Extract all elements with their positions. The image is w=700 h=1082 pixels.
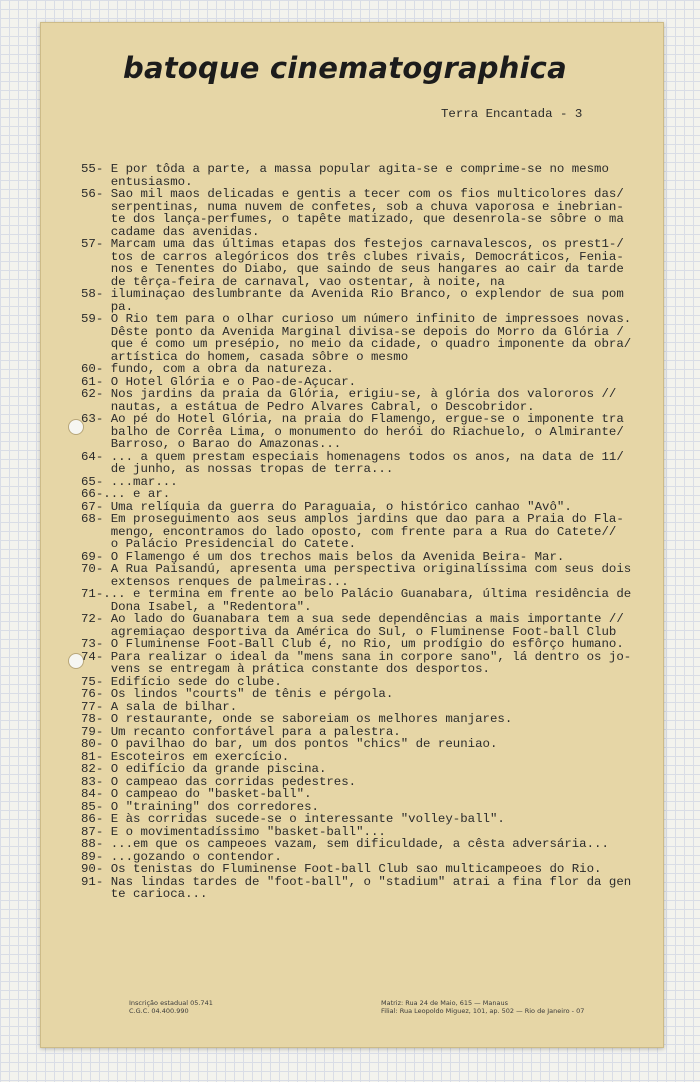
script-line: 71-... e termina em frente ao belo Palácio Guanabara, última residência de [81, 588, 632, 601]
script-line: de junho, as nossas tropas de terra... [81, 463, 394, 476]
script-line: te carioca... [81, 888, 208, 901]
script-line: extensos renques de palmeiras... [81, 575, 349, 588]
script-line: Barroso, o Barao do Amazonas... [81, 438, 342, 451]
script-line: 57- Marcam uma das últimas etapas dos festejos carnavalescos, os prest1-/ [81, 238, 624, 251]
script-text [81, 163, 656, 901]
script-line: 81- Escoteiros em exercício. [81, 750, 290, 763]
footer-line: C.G.C. 04.400.990 [129, 1007, 189, 1015]
script-line: 87- E o movimentadíssimo "basket-ball"... [81, 825, 386, 838]
script-line: 75- Edifício sede do clube. [81, 675, 282, 688]
script-line: 73- O Fluminense Foot-Ball Club é, no Rio, um prodígio do esfôrço humano. [81, 638, 624, 651]
script-line: 70- A Rua Paisandú, apresenta uma perspectiva originalíssima com seus dois [81, 563, 632, 576]
script-line: te dos lança-perfumes, o tapête matizado, que desenrola-se sôbre o ma [81, 213, 624, 226]
script-line: entusiasmo. [81, 175, 193, 188]
footer-line: Matriz: Rua 24 de Maio, 615 — Manaus [381, 999, 508, 1007]
script-line: 82- O edifício da grande piscina. [81, 763, 327, 776]
script-line: mengo, encontramos do lado oposto, com frente para a Rua do Catete// [81, 525, 617, 538]
script-line: artística do homem, casada sôbre o mesmo [81, 350, 409, 363]
script-line: 64- ... a quem prestam especiais homenagens todos os anos, na data de 11/ [81, 450, 624, 463]
script-line: agremiaçao desportiva da América do Sul, o Fluminense Foot-ball Club [81, 625, 617, 638]
script-line: 83- O campeao das corridas pedestres. [81, 775, 357, 788]
letterhead-title: batoque cinematographica [123, 51, 567, 85]
script-line: de têrça-feira de carnaval, vao ostentar, à noite, na [81, 275, 505, 288]
script-line: vens se entregam à prática constante dos desportos. [81, 663, 490, 676]
script-line: 90- Os tenistas do Fluminense Foot-ball Club sao multicampeoes do Rio. [81, 863, 602, 876]
script-line: 86- E às corridas sucede-se o interessante "volley-ball". [81, 813, 505, 826]
script-line: balho de Corrêa Lima, o monumento do herói do Riachuelo, o Almirante/ [81, 425, 624, 438]
script-line: 58- iluminaçao deslumbrante da Avenida Rio Branco, o explendor de sua pom [81, 288, 624, 301]
script-line: 63- Ao pé do Hotel Glória, na praia do Flamengo, ergue-se o imponente tra [81, 413, 624, 426]
script-line: 84- O campeao do "basket-ball". [81, 788, 312, 801]
script-line: 79- Um recanto confortável para a palestra. [81, 725, 401, 738]
script-line: 77- A sala de bilhar. [81, 700, 238, 713]
script-line: pa. [81, 300, 134, 313]
script-line: Dêste ponto da Avenida Marginal divisa-se depois do Morro da Glória / [81, 325, 624, 338]
script-line: 89- ...gozando o contendor. [81, 850, 282, 863]
script-line: 65- ...mar... [81, 475, 178, 488]
script-line: nautas, a estátua de Pedro Álvares Cabral, o Descobridor. [81, 400, 535, 413]
page-heading: Terra Encantada - 3 [441, 107, 583, 121]
script-line: nos e Tenentes do Diabo, que saindo de seus hangares ao cair da tarde [81, 263, 624, 276]
script-line: 85- O "training" dos corredores. [81, 800, 319, 813]
script-line: 67- Uma relíquia da guerra do Paraguaia, o histórico canhao "Avô". [81, 500, 572, 513]
script-line: 66-... e ar. [81, 488, 171, 501]
script-line: Dona Isabel, a "Redentora". [81, 600, 312, 613]
script-line: 72- Ao lado do Guanabara tem a sua sede dependências a mais importante // [81, 613, 624, 626]
footer-registration [129, 999, 213, 1015]
document-sheet [40, 22, 664, 1048]
footer-line: Filial: Rua Leopoldo Miguez, 101, ap. 502 — Rio de Janeiro - 07 [381, 1007, 585, 1015]
script-line: 88- ...em que os campeoes vazam, sem dificuldade, a cêsta adversária... [81, 838, 609, 851]
script-line: tos de carros alegóricos dos três clubes rivais, Democráticos, Fenia- [81, 250, 624, 263]
script-line: que é como um presépio, no meio da cidade, o quadro imponente da obra/ [81, 338, 632, 351]
script-line: 80- O pavilhao do bar, um dos pontos "chics" de reuniao. [81, 738, 498, 751]
script-line: 56- Sao mil maos delicadas e gentis a tecer com os fios multicolores das/ [81, 188, 624, 201]
script-line: cadame das avenidas. [81, 225, 260, 238]
script-line: 91- Nas lindas tardes de "foot-ball", o "stadium" atrai a fina flor da gen [81, 875, 632, 888]
script-line: 76- Os lindos "courts" de tênis e pérgola. [81, 688, 394, 701]
script-line: 69- O Flamengo é um dos trechos mais belos da Avenida Beira- Mar. [81, 550, 565, 563]
script-line: 62- Nos jardins da praia da Glória, erigiu-se, à glória dos valororos // [81, 388, 617, 401]
footer-address [381, 999, 584, 1015]
script-line: 61- O Hotel Glória e o Pao-de-Açucar. [81, 375, 357, 388]
script-line: 68- Em proseguimento aos seus amplos jardins que dao para a Praia do Fla- [81, 513, 624, 526]
script-line: 59- O Rio tem para o olhar curioso um número infinito de impressoes novas. [81, 313, 632, 326]
script-line: 74- Para realizar o ideal da "mens sana in corpore sano", lá dentro os jo- [81, 650, 632, 663]
footer-line: Inscrição estadual 05.741 [129, 999, 213, 1007]
script-line: serpentinas, numa nuvem de confetes, sob a chuva vaporosa e inebrian- [81, 200, 624, 213]
script-line: 78- O restaurante, onde se saboreiam os melhores manjares. [81, 713, 513, 726]
script-line: 60- fundo, com a obra da natureza. [81, 363, 334, 376]
script-line: 55- E por tôda a parte, a massa popular agita-se e comprime-se no mesmo [81, 163, 609, 176]
script-line: o Palácio Presidencial do Catete. [81, 538, 357, 551]
